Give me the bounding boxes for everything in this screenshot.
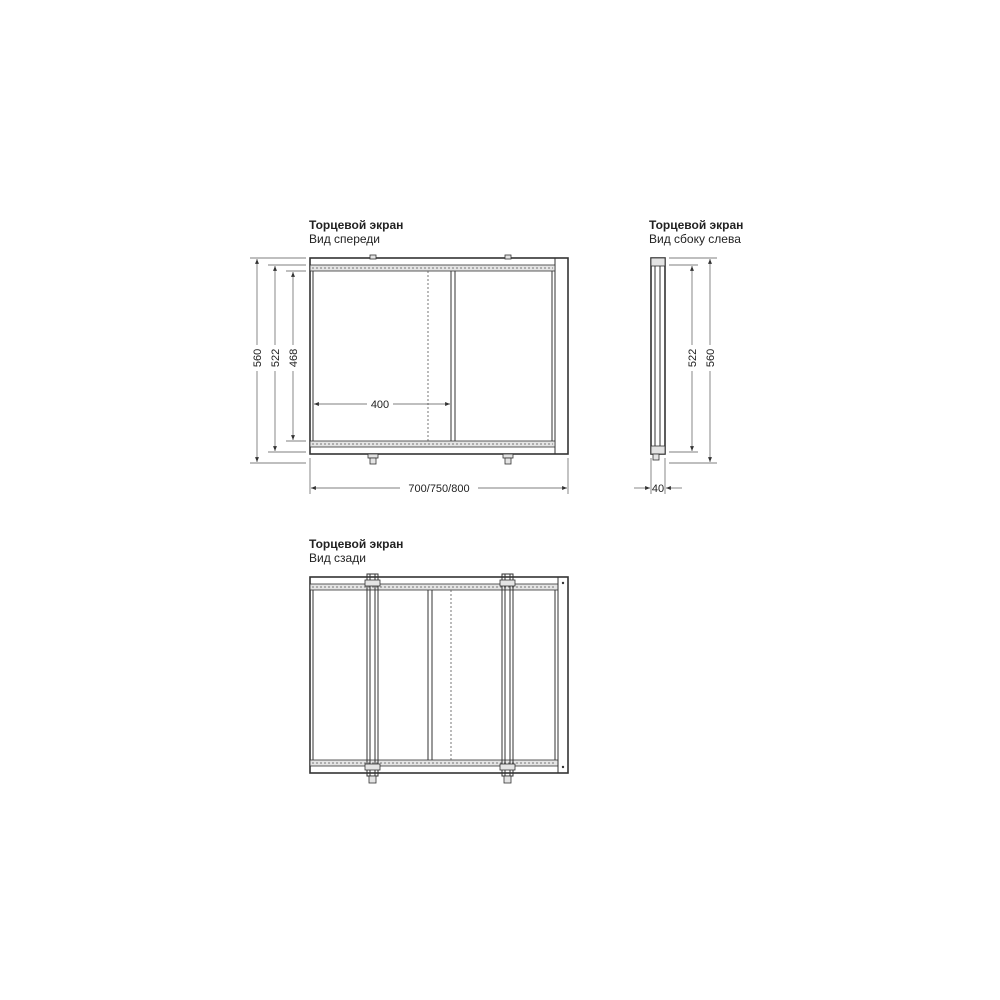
dim-front-height-total: 560 xyxy=(252,348,264,368)
side-top-cap xyxy=(651,258,665,266)
back-view-subtitle: Вид сзади xyxy=(309,551,366,565)
dim-side-height-panel: 522 xyxy=(687,348,699,368)
side-outer-profile xyxy=(651,258,665,454)
front-view-title: Торцевой экран xyxy=(309,218,404,232)
side-view-drawing xyxy=(634,258,717,495)
front-view-drawing xyxy=(250,255,568,495)
front-leg-right xyxy=(503,454,513,464)
front-outer-frame xyxy=(310,258,568,454)
dim-front-width-total: 700/750/800 xyxy=(408,483,470,495)
dim-front-height-inner: 468 xyxy=(288,348,300,368)
dim-side-height-total: 560 xyxy=(705,348,717,368)
dim-side-depth: 40 xyxy=(651,483,665,495)
side-bottom-cap xyxy=(651,446,665,454)
front-top-clip-right xyxy=(505,255,511,259)
dim-front-width-insert: 400 xyxy=(370,399,390,411)
side-view-subtitle: Вид сбоку слева xyxy=(649,232,741,246)
front-view-subtitle: Вид спереди xyxy=(309,232,381,246)
back-support-bar-right xyxy=(500,574,515,783)
back-outer-frame xyxy=(310,577,568,773)
back-support-bar-left xyxy=(365,574,380,783)
front-top-clip-left xyxy=(370,255,376,259)
front-leg-left xyxy=(368,454,378,464)
dim-front-height-panel: 522 xyxy=(270,348,282,368)
back-view-drawing xyxy=(310,574,568,783)
side-leg xyxy=(653,454,659,460)
back-view-title: Торцевой экран xyxy=(309,537,404,551)
side-view-title: Торцевой экран xyxy=(649,218,744,232)
